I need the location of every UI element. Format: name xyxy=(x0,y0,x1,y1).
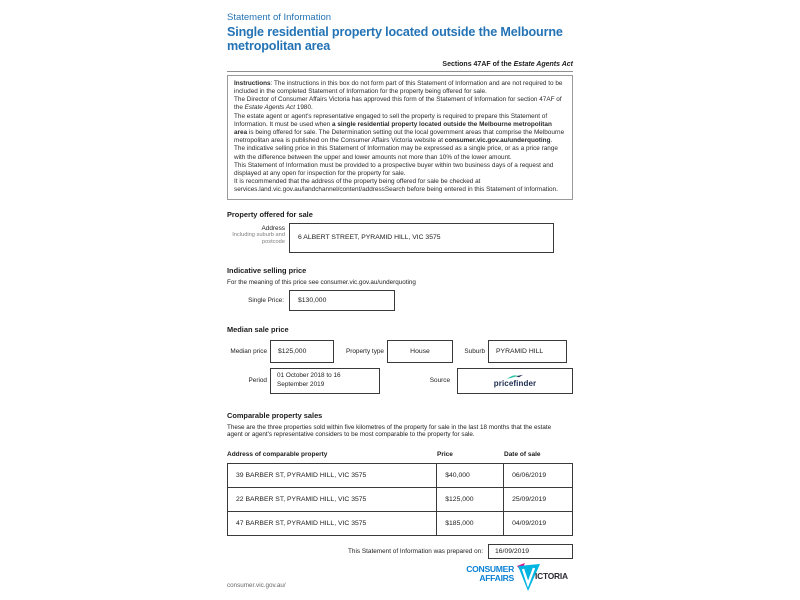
suburb-field[interactable]: PYRAMID HILL xyxy=(488,340,567,363)
comparable-date-cell: 06/06/2019 xyxy=(504,464,573,488)
victoria-wordmark: ICTORIA xyxy=(535,571,568,582)
prepared-on-row xyxy=(227,544,573,559)
pricefinder-wordmark: pricefinder xyxy=(493,378,537,388)
column-header-address: Address of comparable property xyxy=(227,451,328,459)
prepared-on-field[interactable]: 16/09/2019 xyxy=(488,544,573,559)
property-offered-section xyxy=(227,210,573,253)
comparable-table-header xyxy=(227,451,573,458)
median-sale-price-heading: Median sale price xyxy=(227,324,289,334)
median-price-field[interactable]: $125,000 xyxy=(270,340,334,363)
median-row-1 xyxy=(227,340,573,363)
page-title-line1: Single residential property located outside the Melbourne xyxy=(227,25,563,39)
indicative-price-section xyxy=(227,266,573,311)
statement-of-information-page xyxy=(227,12,573,592)
prepared-on-label: This Statement of Information was prepared on: xyxy=(348,548,483,556)
pricefinder-logo xyxy=(494,374,536,388)
median-sale-price-section xyxy=(227,325,573,394)
period-field[interactable]: 01 October 2018 to 16 September 2019 xyxy=(270,368,380,394)
comparable-sales-description: These are the three properties sold within five kilometres of the property for sale in the last 18 months that the estate agent or agent's representative considers to be most comparable to the property for sale. xyxy=(227,423,552,439)
instructions-paragraph: The indicative selling price in this Statement of Information may be expressed as a single price, or as a price range with the difference between the upper and lower amounts not more than 10% of the lower amount. xyxy=(234,145,558,161)
property-type-field[interactable]: House xyxy=(387,340,453,363)
instructions-paragraph: Instructions: The instructions in this box do not form part of this Statement of Information and are not required to be included in the completed Statement of Information for the property being offered for sale. xyxy=(234,79,563,95)
instructions-paragraph: It is recommended that the address of the property being offered for sale be checked at services.land.vic.gov.au/landchannel/content/addressSearch before being entered in this Statement of Information. xyxy=(234,178,558,194)
address-label: Address xyxy=(261,224,285,232)
consumer-affairs-victoria-logo xyxy=(466,562,573,592)
comparable-price-cell: $125,000 xyxy=(437,488,504,512)
indicative-price-heading: Indicative selling price xyxy=(227,265,307,275)
table-row xyxy=(228,464,573,488)
median-row-2 xyxy=(227,368,573,394)
property-offered-heading: Property offered for sale xyxy=(227,209,313,219)
table-row xyxy=(228,488,573,512)
instructions-paragraph: This Statement of Information must be provided to a prospective buyer within two business days of a request and displayed at any open for inspection for the property for sale. xyxy=(234,161,554,177)
victoria-logo-mark xyxy=(515,562,573,592)
comparable-sales-table xyxy=(227,463,573,536)
logo-line-consumer: CONSUMER xyxy=(466,564,514,575)
column-header-price: Price xyxy=(437,451,453,459)
page-title xyxy=(227,25,573,54)
single-price-label: Single Price: xyxy=(248,296,284,304)
comparable-address-cell: 47 BARBER ST, PYRAMID HILL, VIC 3575 xyxy=(228,512,437,536)
indicative-price-note: For the meaning of this price see consumer.vic.gov.au/underquoting xyxy=(227,278,416,286)
comparable-sales-section xyxy=(227,411,573,537)
consumer-affairs-wordmark xyxy=(466,565,514,582)
page-footer xyxy=(227,562,573,592)
document-kicker: Statement of Information xyxy=(227,12,332,23)
act-section-reference: Sections 47AF of the Estate Agents Act xyxy=(442,60,573,68)
comparable-sales-heading: Comparable property sales xyxy=(227,410,323,420)
comparable-address-cell: 22 BARBER ST, PYRAMID HILL, VIC 3575 xyxy=(228,488,437,512)
source-field[interactable] xyxy=(457,368,573,394)
table-row xyxy=(228,512,573,536)
column-header-date: Date of sale xyxy=(504,451,541,459)
median-price-label: Median price xyxy=(230,347,267,355)
comparable-date-cell: 04/09/2019 xyxy=(504,512,573,536)
single-price-field[interactable]: $130,000 xyxy=(289,290,395,311)
comparable-price-cell: $40,000 xyxy=(437,464,504,488)
footer-url: consumer.vic.gov.au/ xyxy=(227,582,286,590)
comparable-price-cell: $185,000 xyxy=(437,512,504,536)
single-price-row xyxy=(227,290,573,311)
page-title-line2: metropolitan area xyxy=(227,39,331,54)
instructions-box xyxy=(227,75,573,200)
address-row xyxy=(227,223,573,253)
comparable-date-cell: 25/09/2019 xyxy=(504,488,573,512)
logo-line-affairs: AFFAIRS xyxy=(479,572,514,583)
source-label: Source xyxy=(429,377,450,385)
property-type-label: Property type xyxy=(345,347,384,355)
address-sublabel: Including suburb and postcode xyxy=(232,231,285,245)
suburb-label: Suburb xyxy=(464,347,485,355)
instructions-paragraph: The Director of Consumer Affairs Victoria has approved this form of the Statement of Information for section 47AF of the Estate Agents Act 1980. xyxy=(234,96,562,112)
instructions-paragraph: The estate agent or agent's representative engaged to sell the property is required to prepare this Statement of Information. It must be used when a single residential property located outside the Melbourne metropolitan area is being offered for sale. The Determination setting out the local government areas that comprise the Melbourne metropolitan area is published on the Consumer Affairs Victoria website at consumer.vic.gov.au/underquoting. xyxy=(234,112,565,145)
header-divider xyxy=(227,71,573,72)
address-label-group xyxy=(227,223,289,253)
comparable-address-cell: 39 BARBER ST, PYRAMID HILL, VIC 3575 xyxy=(228,464,437,488)
address-field[interactable]: 6 ALBERT STREET, PYRAMID HILL, VIC 3575 xyxy=(289,223,554,253)
period-label: Period xyxy=(248,377,267,385)
